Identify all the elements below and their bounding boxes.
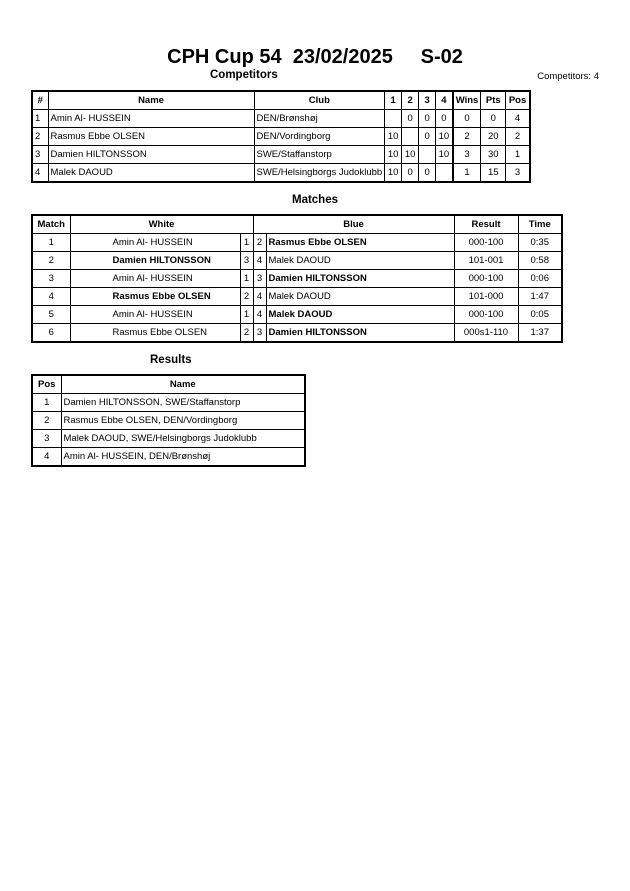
result-pos: 1 bbox=[32, 394, 61, 412]
col-header-pos: Pos bbox=[506, 91, 530, 110]
competitor-num: 4 bbox=[32, 164, 48, 183]
score-vs-4 bbox=[436, 164, 453, 183]
col-header-result: Result bbox=[454, 215, 518, 234]
result-row bbox=[32, 430, 305, 448]
competitor-club: SWE/Helsingborgs Judoklubb bbox=[254, 164, 385, 183]
match-result: 000-100 bbox=[454, 234, 518, 252]
blue-name: Rasmus Ebbe OLSEN bbox=[266, 234, 454, 252]
result-row bbox=[32, 448, 305, 467]
white-num: 1 bbox=[240, 270, 253, 288]
matches-heading: Matches bbox=[291, 194, 339, 206]
match-time: 1:47 bbox=[518, 288, 562, 306]
matches-header-row bbox=[32, 215, 562, 234]
score-vs-1: 10 bbox=[385, 164, 402, 183]
blue-name: Damien HILTONSSON bbox=[266, 324, 454, 343]
match-number: 2 bbox=[32, 252, 70, 270]
competitor-pos: 2 bbox=[506, 128, 530, 146]
white-num: 3 bbox=[240, 252, 253, 270]
col-header-name: Name bbox=[48, 91, 254, 110]
competitors-count: Competitors: 4 bbox=[537, 71, 599, 82]
col-header-club: Club bbox=[254, 91, 385, 110]
white-name: Amin Al- HUSSEIN bbox=[70, 234, 240, 252]
match-number: 5 bbox=[32, 306, 70, 324]
col-header-pts: Pts bbox=[481, 91, 506, 110]
score-vs-2: 10 bbox=[402, 146, 419, 164]
blue-name: Malek DAOUD bbox=[266, 306, 454, 324]
white-num: 2 bbox=[240, 288, 253, 306]
competitor-club: DEN/Brønshøj bbox=[254, 110, 385, 128]
result-pos: 2 bbox=[32, 412, 61, 430]
competitor-pos: 3 bbox=[506, 164, 530, 183]
competitor-num: 3 bbox=[32, 146, 48, 164]
score-vs-3: 0 bbox=[419, 110, 436, 128]
match-result: 000s1-110 bbox=[454, 324, 518, 343]
competitor-row bbox=[32, 164, 530, 183]
blue-num: 3 bbox=[253, 324, 266, 343]
competitor-name: Amin Al- HUSSEIN bbox=[48, 110, 254, 128]
blue-name: Damien HILTONSSON bbox=[266, 270, 454, 288]
competitor-row bbox=[32, 110, 530, 128]
result-row bbox=[32, 412, 305, 430]
match-number: 6 bbox=[32, 324, 70, 343]
competitor-club: DEN/Vordingborg bbox=[254, 128, 385, 146]
competitor-name: Damien HILTONSSON bbox=[48, 146, 254, 164]
col-header-white: White bbox=[70, 215, 253, 234]
match-number: 1 bbox=[32, 234, 70, 252]
score-vs-4: 10 bbox=[436, 128, 453, 146]
blue-name: Malek DAOUD bbox=[266, 252, 454, 270]
score-vs-4: 0 bbox=[436, 110, 453, 128]
blue-num: 2 bbox=[253, 234, 266, 252]
match-time: 0:35 bbox=[518, 234, 562, 252]
match-number: 3 bbox=[32, 270, 70, 288]
result-name: Rasmus Ebbe OLSEN, DEN/Vordingborg bbox=[61, 412, 305, 430]
score-vs-3: 0 bbox=[419, 164, 436, 183]
col-header-pos: Pos bbox=[32, 375, 61, 394]
competitor-wins: 1 bbox=[453, 164, 481, 183]
results-header-row bbox=[32, 375, 305, 394]
match-number: 4 bbox=[32, 288, 70, 306]
match-time: 1:37 bbox=[518, 324, 562, 343]
match-result: 101-001 bbox=[454, 252, 518, 270]
result-pos: 4 bbox=[32, 448, 61, 467]
result-name: Malek DAOUD, SWE/Helsingborgs Judoklubb bbox=[61, 430, 305, 448]
results-table bbox=[31, 374, 306, 467]
match-row bbox=[32, 270, 562, 288]
col-header-score-2: 2 bbox=[402, 91, 419, 110]
competitor-pts: 0 bbox=[481, 110, 506, 128]
competitor-club: SWE/Staffanstorp bbox=[254, 146, 385, 164]
col-header-score-1: 1 bbox=[385, 91, 402, 110]
score-vs-1 bbox=[385, 110, 402, 128]
score-vs-1: 10 bbox=[385, 128, 402, 146]
col-header-blue: Blue bbox=[253, 215, 454, 234]
white-name: Amin Al- HUSSEIN bbox=[70, 306, 240, 324]
competitor-name: Malek DAOUD bbox=[48, 164, 254, 183]
competitor-num: 2 bbox=[32, 128, 48, 146]
competitor-pts: 30 bbox=[481, 146, 506, 164]
competitors-heading: Competitors bbox=[210, 69, 278, 81]
score-vs-3 bbox=[419, 146, 436, 164]
score-vs-4: 10 bbox=[436, 146, 453, 164]
competitor-pos: 1 bbox=[506, 146, 530, 164]
white-num: 1 bbox=[240, 234, 253, 252]
col-header-score-4: 4 bbox=[436, 91, 453, 110]
competitor-pos: 4 bbox=[506, 110, 530, 128]
white-num: 2 bbox=[240, 324, 253, 343]
score-vs-2: 0 bbox=[402, 164, 419, 183]
score-vs-2: 0 bbox=[402, 110, 419, 128]
competitor-row bbox=[32, 128, 530, 146]
blue-num: 4 bbox=[253, 252, 266, 270]
blue-num: 4 bbox=[253, 288, 266, 306]
competitor-wins: 3 bbox=[453, 146, 481, 164]
blue-name: Malek DAOUD bbox=[266, 288, 454, 306]
score-vs-1: 10 bbox=[385, 146, 402, 164]
match-row bbox=[32, 306, 562, 324]
competitor-pts: 15 bbox=[481, 164, 506, 183]
white-name: Rasmus Ebbe OLSEN bbox=[70, 324, 240, 343]
competitor-num: 1 bbox=[32, 110, 48, 128]
col-header-num: # bbox=[32, 91, 48, 110]
white-name: Amin Al- HUSSEIN bbox=[70, 270, 240, 288]
score-vs-3: 0 bbox=[419, 128, 436, 146]
match-result: 000-100 bbox=[454, 306, 518, 324]
score-vs-2 bbox=[402, 128, 419, 146]
col-header-time: Time bbox=[518, 215, 562, 234]
match-time: 0:05 bbox=[518, 306, 562, 324]
result-row bbox=[32, 394, 305, 412]
result-name: Amin Al- HUSSEIN, DEN/Brønshøj bbox=[61, 448, 305, 467]
competitors-header-row bbox=[32, 91, 530, 110]
matches-table bbox=[31, 214, 563, 343]
result-name: Damien HILTONSSON, SWE/Staffanstorp bbox=[61, 394, 305, 412]
white-name: Damien HILTONSSON bbox=[70, 252, 240, 270]
match-row bbox=[32, 324, 562, 343]
col-header-name: Name bbox=[61, 375, 305, 394]
competitors-table bbox=[31, 90, 531, 183]
competitor-wins: 2 bbox=[453, 128, 481, 146]
match-row bbox=[32, 252, 562, 270]
results-heading: Results bbox=[150, 354, 192, 366]
blue-num: 4 bbox=[253, 306, 266, 324]
competitor-pts: 20 bbox=[481, 128, 506, 146]
col-header-wins: Wins bbox=[453, 91, 481, 110]
match-time: 0:58 bbox=[518, 252, 562, 270]
match-row bbox=[32, 288, 562, 306]
competitor-wins: 0 bbox=[453, 110, 481, 128]
match-result: 000-100 bbox=[454, 270, 518, 288]
white-name: Rasmus Ebbe OLSEN bbox=[70, 288, 240, 306]
col-header-score-3: 3 bbox=[419, 91, 436, 110]
white-num: 1 bbox=[240, 306, 253, 324]
competitor-row bbox=[32, 146, 530, 164]
match-time: 0:06 bbox=[518, 270, 562, 288]
page-title: CPH Cup 54 23/02/2025 S-02 bbox=[167, 46, 463, 68]
competitor-name: Rasmus Ebbe OLSEN bbox=[48, 128, 254, 146]
result-pos: 3 bbox=[32, 430, 61, 448]
match-result: 101-000 bbox=[454, 288, 518, 306]
match-row bbox=[32, 234, 562, 252]
blue-num: 3 bbox=[253, 270, 266, 288]
col-header-match: Match bbox=[32, 215, 70, 234]
